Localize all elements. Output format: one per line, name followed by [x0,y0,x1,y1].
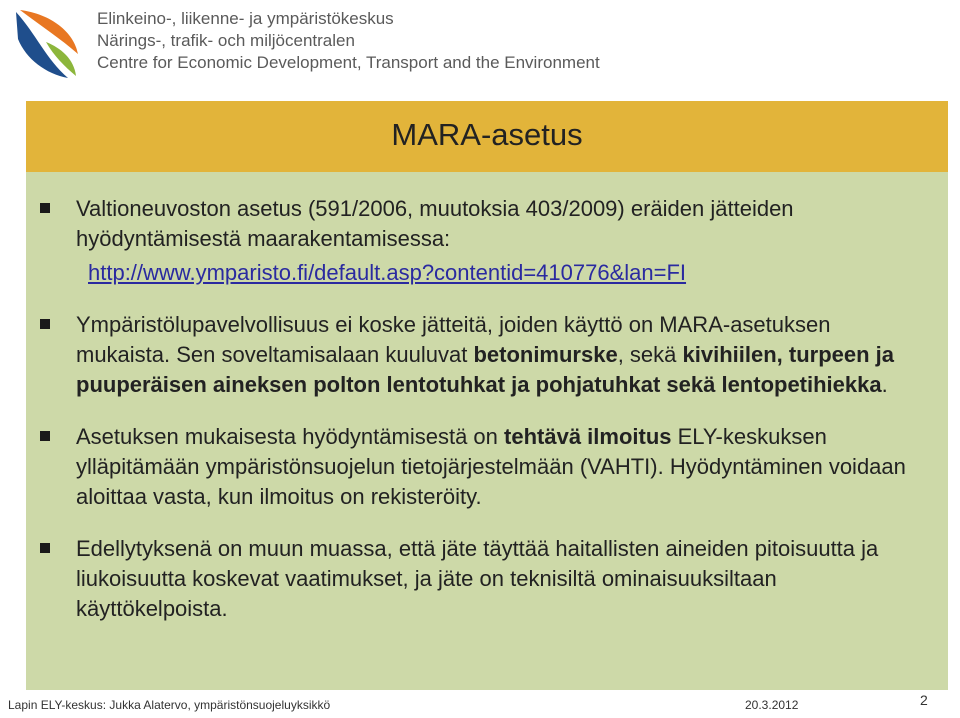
content-area [26,172,948,690]
footer-date: 20.3.2012 [745,698,799,712]
footer-author: Lapin ELY-keskus: Jukka Alatervo, ympäristönsuojeluyksikkö [8,698,331,712]
bold-term: kivihiilen, turpeen ja puuperäisen aineksen polton lentotuhkat ja pohjatuhkat sekä lentopetihiekka [76,342,895,397]
bullet-text: Valtioneuvoston asetus (591/2006, muutoksia 403/2009) eräiden jätteiden hyödyntämisestä maarakentamisessa: [76,196,794,251]
bullet-square-icon [40,203,50,213]
page-number: 2 [920,692,928,708]
organization-name [97,8,600,74]
ely-logo [6,4,86,84]
mara-decree-link[interactable]: http://www.ymparisto.fi/default.asp?contentid=410776&lan=FI [88,260,687,285]
bullet-text: Ympäristölupavelvollisuus ei koske jätteitä, joiden käyttö on MARA-asetuksen mukaista. Sen soveltamisalaan kuuluvat [76,312,831,367]
bullet-item [38,194,918,288]
bullet-text: Asetuksen mukaisesta hyödyntämisestä on [76,424,505,449]
bullet-text: Edellytyksenä on muun muassa, että jäte täyttää haitallisten aineiden pitoisuutta ja liukoisuutta koskevat vaatimukset, ja jäte on teknisiltä ominaisuuksiltaan käyttökelpoista. [76,536,879,621]
title-band [26,101,948,172]
bullet-text: ELY-keskuksen ylläpitämään ympäristönsuojelun tietojärjestelmään (VAHTI). Hyödyntäminen voidaan aloittaa vasta, kun ilmoitus on rekisteröity. [76,424,906,509]
bullet-item [38,534,918,624]
slide-title: MARA-asetus [391,117,583,152]
org-name-en: Centre for Economic Development, Transport and the Environment [97,53,600,72]
bullet-text: , sekä [617,342,683,367]
org-name-fi: Elinkeino-, liikenne- ja ympäristökeskus [97,9,394,28]
bullet-text: . [881,372,888,397]
bold-term: tehtävä ilmoitus [504,424,672,449]
bullet-item [38,422,918,512]
bullet-square-icon [40,543,50,553]
bullet-list [38,194,918,646]
bullet-square-icon [40,431,50,441]
bullet-item [38,310,918,400]
bold-term: betonimurske [473,342,618,367]
bullet-square-icon [40,319,50,329]
org-name-sv: Närings-, trafik- och miljöcentralen [97,31,355,50]
